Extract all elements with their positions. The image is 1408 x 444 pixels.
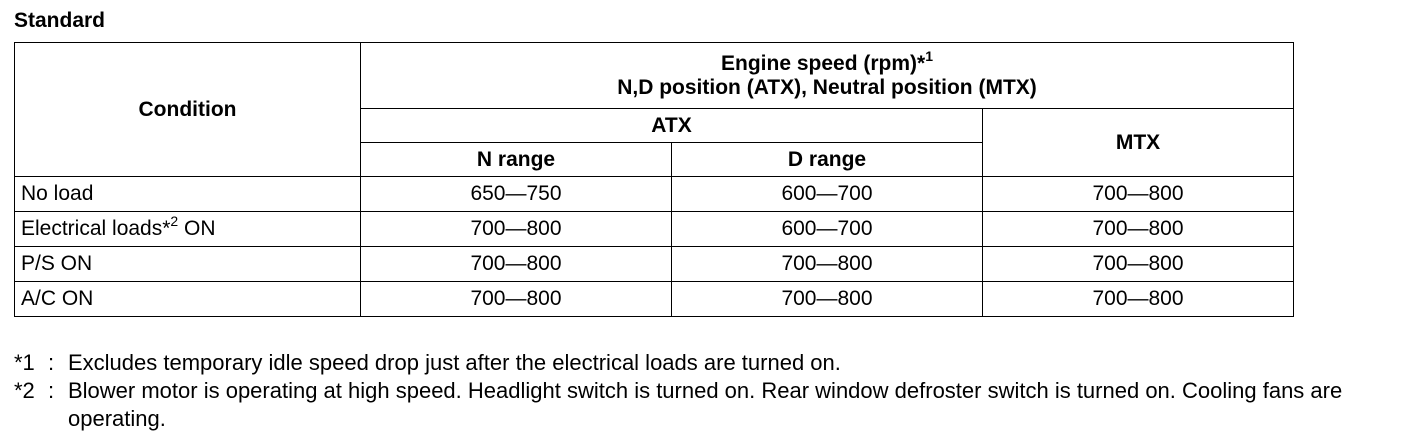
page-heading: Standard	[14, 9, 106, 32]
footnote-ref-1: 1	[925, 47, 933, 64]
n-range-cell: 650—750	[361, 177, 672, 212]
n-range-cell: 700—800	[361, 212, 672, 247]
footnote-mark: *1	[14, 350, 35, 375]
mtx-cell: 700—800	[983, 177, 1294, 212]
footnote-1	[14, 349, 1404, 377]
mtx-cell: 700—800	[983, 247, 1294, 282]
mtx-header: MTX	[983, 109, 1294, 177]
footnote-colon: :	[48, 350, 55, 375]
condition-header: Condition	[15, 43, 361, 177]
table-row	[15, 177, 1294, 212]
table-row	[15, 247, 1294, 282]
table-row	[15, 212, 1294, 247]
table-row	[15, 282, 1294, 317]
n-range-header: N range	[361, 143, 672, 177]
engine-speed-header-line1: Engine speed (rpm)*	[721, 51, 926, 75]
atx-header: ATX	[361, 109, 983, 143]
n-range-cell: 700—800	[361, 247, 672, 282]
footnote-ref-2: 2	[170, 213, 179, 229]
engine-speed-header-line2: N,D position (ATX), Neutral position (MTX)	[617, 75, 1037, 99]
condition-cell: No load	[15, 177, 361, 212]
d-range-header: D range	[672, 143, 983, 177]
d-range-cell: 700—800	[672, 247, 983, 282]
footnote-text: Excludes temporary idle speed drop just after the electrical loads are turned on.	[68, 350, 841, 375]
engine-speed-table	[14, 42, 1294, 317]
footnote-2	[14, 377, 1404, 433]
footnote-mark: *2	[14, 378, 35, 403]
condition-cell: A/C ON	[15, 282, 361, 317]
mtx-cell: 700—800	[983, 212, 1294, 247]
footnote-text: Blower motor is operating at high speed. Headlight switch is turned on. Rear window defroster switch is turned on. Cooling fans are operating.	[68, 378, 1343, 431]
engine-speed-header	[361, 43, 1294, 109]
d-range-cell: 700—800	[672, 282, 983, 317]
footnote-colon: :	[48, 378, 55, 403]
mtx-cell: 700—800	[983, 282, 1294, 317]
footnotes	[14, 349, 1404, 433]
d-range-cell: 600—700	[672, 177, 983, 212]
n-range-cell: 700—800	[361, 282, 672, 317]
d-range-cell: 600—700	[672, 212, 983, 247]
condition-cell: Electrical loads*$^2$ ON	[15, 212, 361, 247]
condition-cell: P/S ON	[15, 247, 361, 282]
